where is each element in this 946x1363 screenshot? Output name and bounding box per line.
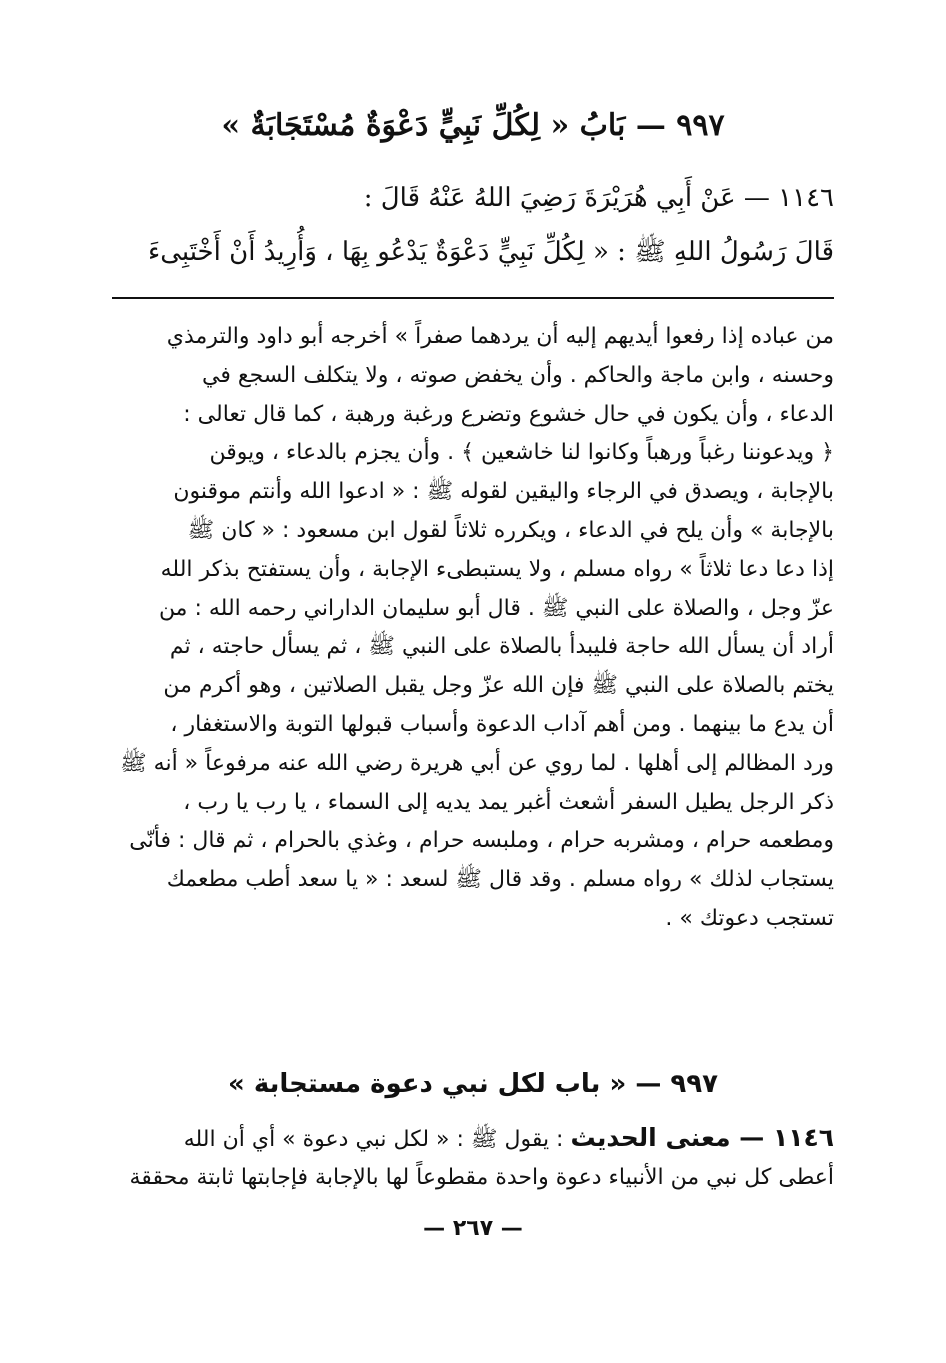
page-number: — ٢٦٧ —: [423, 1216, 523, 1241]
commentary-line: أراد أن يسأل الله حاجة فليبدأ بالصلاة على النبي ﷺ ، ثم يسأل حاجته ، ثم: [169, 634, 834, 660]
hadith-intro-line: ١١٤٦ — عَنْ أَبِي هُرَيْرَةَ رَضِيَ اللهُ عَنْهُ قَالَ :: [363, 183, 834, 213]
commentary-line: أن يدع ما بينهما . ومن أهم آداب الدعوة وأسباب قبولها التوبة والاستغفار ،: [170, 711, 834, 737]
commentary-section-title: ٩٩٧ — « باب لكل نبي دعوة مستجابة »: [228, 1069, 718, 1099]
chapter-title: ٩٩٧ — بَابُ « لِكُلِّ نَبِيٍّ دَعْوَةٌ مُسْتَجَابَةٌ »: [221, 108, 725, 143]
commentary-block: [96, 318, 834, 939]
commentary-line: يختم بالصلاة على النبي ﷺ فإن الله عزّ وجل يقبل الصلاتين ، وهو أكرم من: [163, 673, 834, 699]
meaning-second-line: أعطى كل نبي من الأنبياء دعوة واحدة مقطوعاً لها بالإجابة فإجابتها ثابتة محققة: [129, 1165, 834, 1190]
hadith-meaning-block: [96, 1118, 834, 1198]
commentary-line: وحسنه ، وابن ماجة والحاكم . وأن يخفض صوته ، ولا يتكلف السجع في: [202, 362, 834, 388]
meaning-first-line: [96, 1118, 834, 1158]
commentary-line: عزّ وجل ، والصلاة على النبي ﷺ . قال أبو سليمان الداراني رحمه الله : من: [158, 595, 834, 621]
commentary-line: يستجاب لذلك » رواه مسلم . وقد قال ﷺ لسعد : « يا سعد أطب مطعمك: [166, 867, 834, 893]
commentary-line: بالإجابة » وأن يلح في الدعاء ، ويكرره ثلاثاً لقول ابن مسعود : « كان ﷺ: [187, 517, 834, 543]
commentary-line: ومطعمه حرام ، ومشربه حرام ، وملبسه حرام ، وغذي بالحرام ، ثم قال : فأنّى: [129, 828, 834, 854]
commentary-line: ذكر الرجل يطيل السفر أشعث أغبر يمد يديه إلى السماء ، يا رب يا رب ،: [183, 789, 834, 815]
commentary-line: تستجب دعوتك » .: [665, 905, 834, 931]
commentary-line: الدعاء ، وأن يكون في حال خشوع وتضرع ورغبة ورهبة ، كما قال تعالى :: [183, 401, 834, 427]
commentary-line: بالإجابة ، ويصدق في الرجاء واليقين لقوله ﷺ : « ادعوا الله وأنتم موقنون: [173, 479, 834, 505]
meaning-heading: ١١٤٦ — معنى الحديث: [570, 1123, 834, 1152]
footnote-divider: [112, 297, 834, 299]
commentary-line: من عباده إذا رفعوا أيديهم إليه أن يردهما صفراً » أخرجه أبو داود والترمذي: [166, 324, 834, 349]
meaning-first-line-text: : يقول ﷺ : « لكل نبي دعوة » أي أن الله: [183, 1127, 564, 1152]
hadith-text-line: قَالَ رَسُولُ اللهِ ﷺ : « لِكُلِّ نَبِيٍّ دَعْوَةٌ يَدْعُو بِهَا ، وَأُرِيدُ أَنْ أَخْتَبِىءَ: [147, 237, 834, 267]
commentary-line: ﴿ ويدعوننا رغباً ورهباً وكانوا لنا خاشعين ﴾ . وأن يجزم بالدعاء ، ويوقن: [209, 440, 834, 466]
commentary-line: ورد المظالم إلى أهلها . لما روي عن أبي هريرة رضي الله عنه مرفوعاً « أنه ﷺ: [120, 750, 834, 776]
commentary-line: إذا دعا دعا ثلاثاً » رواه مسلم ، ولا يستبطىء الإجابة ، وأن يستفتح بذكر الله: [160, 556, 834, 582]
